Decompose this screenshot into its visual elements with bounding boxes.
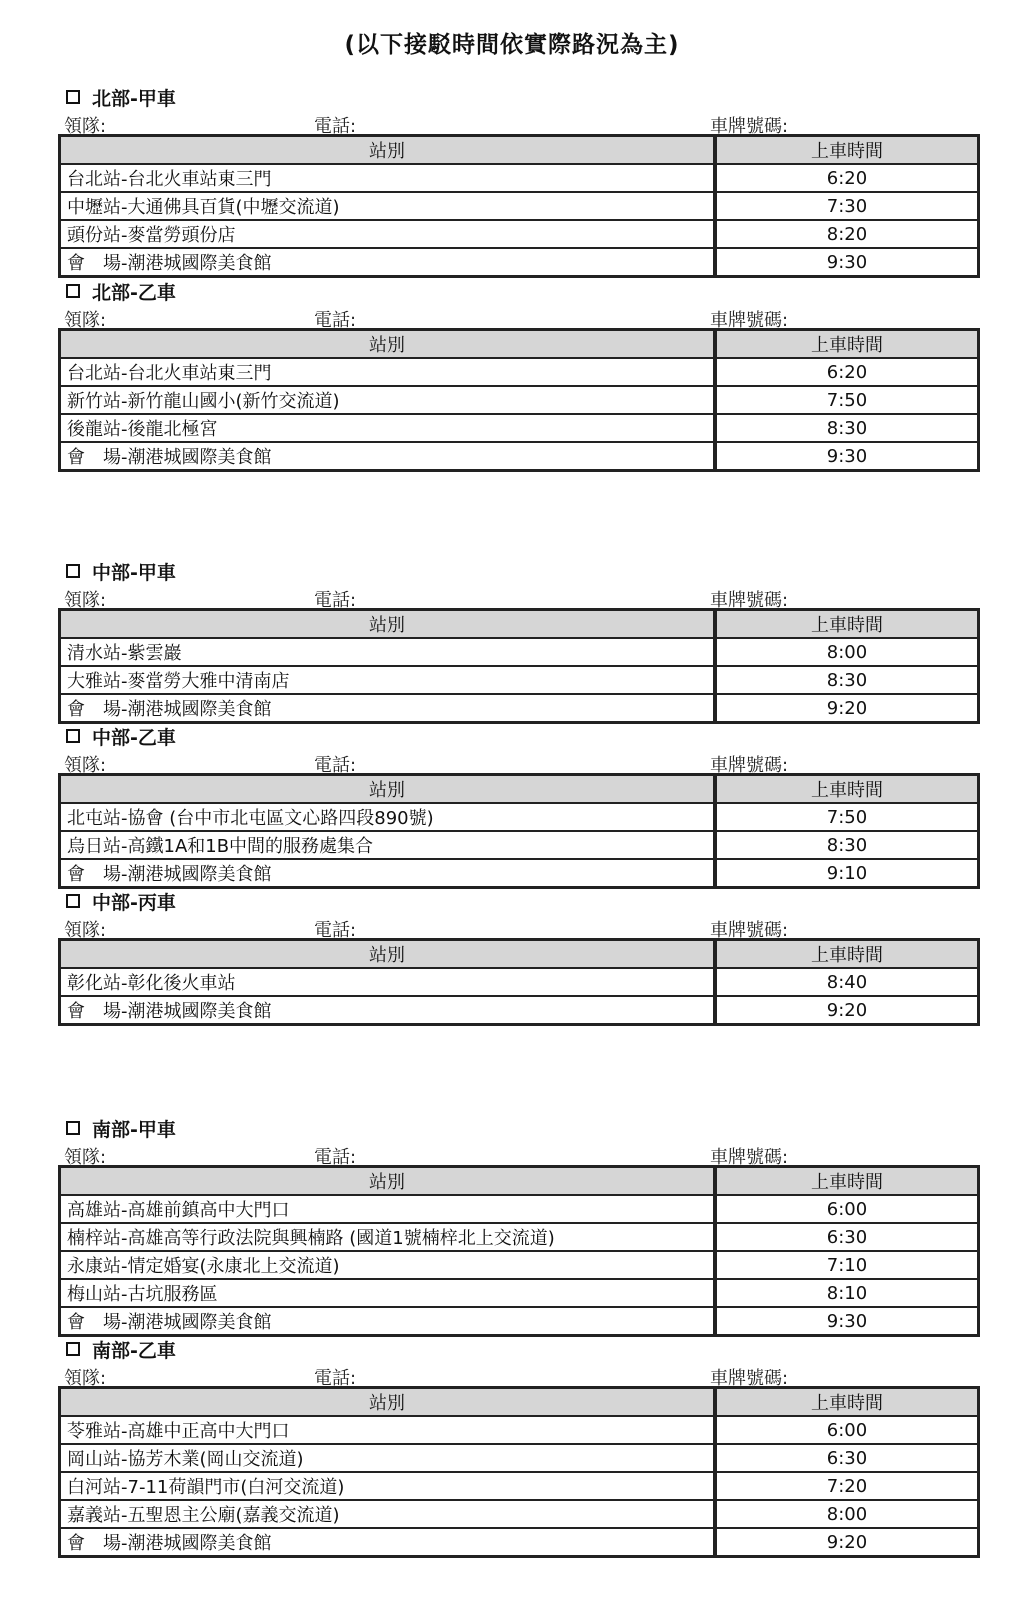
time-cell: 6:20 bbox=[713, 165, 977, 193]
group-header bbox=[58, 1336, 980, 1362]
time-cell: 6:30 bbox=[713, 1445, 977, 1473]
schedule-table bbox=[58, 134, 980, 278]
table-row bbox=[61, 969, 977, 997]
info-row bbox=[58, 1362, 980, 1389]
checkbox-icon[interactable] bbox=[66, 284, 80, 298]
table-row bbox=[61, 359, 977, 387]
schedule-table bbox=[58, 773, 980, 889]
time-cell: 6:30 bbox=[713, 1224, 977, 1252]
time-cell: 7:10 bbox=[713, 1252, 977, 1280]
plate-label: 車牌號碼: bbox=[710, 1368, 789, 1389]
station-cell: 頭份站-麥當勞頭份店 bbox=[61, 221, 713, 249]
checkbox-icon[interactable] bbox=[66, 1342, 80, 1356]
phone-label: 電話: bbox=[314, 590, 357, 611]
table-row bbox=[61, 1529, 977, 1555]
time-cell: 7:50 bbox=[713, 804, 977, 832]
info-row bbox=[58, 914, 980, 941]
time-column-header: 上車時間 bbox=[713, 137, 977, 165]
info-row bbox=[58, 1141, 980, 1168]
info-row bbox=[58, 110, 980, 137]
table-row bbox=[61, 1501, 977, 1529]
time-cell: 6:00 bbox=[713, 1417, 977, 1445]
info-row bbox=[58, 749, 980, 776]
schedule-table bbox=[58, 1165, 980, 1337]
phone-label: 電話: bbox=[314, 920, 357, 941]
plate-label: 車牌號碼: bbox=[710, 310, 789, 331]
group-header bbox=[58, 723, 980, 749]
table-row bbox=[61, 997, 977, 1023]
group-title: 南部-乙車 bbox=[92, 1339, 176, 1362]
shuttle-group-central-a bbox=[58, 558, 980, 724]
station-cell: 後龍站-後龍北極宮 bbox=[61, 415, 713, 443]
time-cell: 7:50 bbox=[713, 387, 977, 415]
phone-label: 電話: bbox=[314, 116, 357, 137]
table-row bbox=[61, 249, 977, 275]
time-column-header: 上車時間 bbox=[713, 1168, 977, 1196]
schedule-table bbox=[58, 328, 980, 472]
plate-label: 車牌號碼: bbox=[710, 590, 789, 611]
time-cell: 9:10 bbox=[713, 860, 977, 886]
station-cell: 北屯站-協會 (台中市北屯區文心路四段890號) bbox=[61, 804, 713, 832]
table-row bbox=[61, 1445, 977, 1473]
schedule-notice: (以下接駁時間依實際路況為主) bbox=[344, 32, 680, 58]
time-cell: 8:40 bbox=[713, 969, 977, 997]
shuttle-group-central-c bbox=[58, 888, 980, 1026]
time-column-header: 上車時間 bbox=[713, 1389, 977, 1417]
plate-label: 車牌號碼: bbox=[710, 755, 789, 776]
schedule-table bbox=[58, 608, 980, 724]
time-cell: 9:20 bbox=[713, 695, 977, 721]
table-row bbox=[61, 443, 977, 469]
group-title: 中部-甲車 bbox=[92, 561, 176, 584]
station-cell: 高雄站-高雄前鎮高中大門口 bbox=[61, 1196, 713, 1224]
station-column-header: 站別 bbox=[61, 331, 713, 359]
table-row bbox=[61, 1196, 977, 1224]
group-title: 南部-甲車 bbox=[92, 1118, 176, 1141]
checkbox-icon[interactable] bbox=[66, 1121, 80, 1135]
shuttle-group-south-b bbox=[58, 1336, 980, 1558]
leader-label: 領隊: bbox=[64, 590, 107, 611]
time-cell: 8:30 bbox=[713, 667, 977, 695]
time-cell: 9:30 bbox=[713, 443, 977, 469]
station-cell: 會 場-潮港城國際美食館 bbox=[67, 699, 272, 720]
table-header-row bbox=[61, 941, 977, 969]
time-cell: 8:30 bbox=[713, 832, 977, 860]
time-column-header: 上車時間 bbox=[713, 611, 977, 639]
station-cell: 台北站-台北火車站東三門 bbox=[61, 165, 713, 193]
station-cell: 彰化站-彰化後火車站 bbox=[61, 969, 713, 997]
plate-label: 車牌號碼: bbox=[710, 1147, 789, 1168]
shuttle-group-north-b bbox=[58, 278, 980, 472]
station-cell: 會 場-潮港城國際美食館 bbox=[67, 1312, 272, 1333]
station-cell: 岡山站-協芳木業(岡山交流道) bbox=[61, 1445, 713, 1473]
table-row bbox=[61, 1308, 977, 1334]
group-title: 中部-乙車 bbox=[92, 726, 176, 749]
table-row bbox=[61, 695, 977, 721]
time-cell: 8:20 bbox=[713, 221, 977, 249]
table-header-row bbox=[61, 1389, 977, 1417]
station-cell: 苓雅站-高雄中正高中大門口 bbox=[61, 1417, 713, 1445]
time-cell: 7:30 bbox=[713, 193, 977, 221]
shuttle-group-south-a bbox=[58, 1115, 980, 1337]
station-cell: 大雅站-麥當勞大雅中清南店 bbox=[61, 667, 713, 695]
phone-label: 電話: bbox=[314, 755, 357, 776]
table-header-row bbox=[61, 776, 977, 804]
table-row bbox=[61, 193, 977, 221]
group-header bbox=[58, 84, 980, 110]
station-cell: 會 場-潮港城國際美食館 bbox=[67, 1533, 272, 1554]
station-cell: 中壢站-大通佛具百貨(中壢交流道) bbox=[61, 193, 713, 221]
group-header bbox=[58, 278, 980, 304]
station-column-header: 站別 bbox=[61, 1168, 713, 1196]
station-cell: 會 場-潮港城國際美食館 bbox=[67, 253, 272, 274]
table-row bbox=[61, 1252, 977, 1280]
info-row bbox=[58, 304, 980, 331]
station-cell: 新竹站-新竹龍山國小(新竹交流道) bbox=[61, 387, 713, 415]
station-column-header: 站別 bbox=[61, 776, 713, 804]
group-header bbox=[58, 558, 980, 584]
table-row bbox=[61, 1280, 977, 1308]
station-cell: 梅山站-古坑服務區 bbox=[61, 1280, 713, 1308]
time-cell: 8:00 bbox=[713, 1501, 977, 1529]
leader-label: 領隊: bbox=[64, 1368, 107, 1389]
phone-label: 電話: bbox=[314, 1147, 357, 1168]
station-column-header: 站別 bbox=[61, 611, 713, 639]
station-cell: 清水站-紫雲巖 bbox=[61, 639, 713, 667]
phone-label: 電話: bbox=[314, 310, 357, 331]
checkbox-icon[interactable] bbox=[66, 894, 80, 908]
time-cell: 8:00 bbox=[713, 639, 977, 667]
table-row bbox=[61, 415, 977, 443]
time-cell: 9:30 bbox=[713, 249, 977, 275]
table-row bbox=[61, 221, 977, 249]
table-header-row bbox=[61, 331, 977, 359]
station-cell: 楠梓站-高雄高等行政法院與興楠路 (國道1號楠梓北上交流道) bbox=[61, 1224, 713, 1252]
table-row bbox=[61, 165, 977, 193]
shuttle-group-central-b bbox=[58, 723, 980, 889]
leader-label: 領隊: bbox=[64, 755, 107, 776]
time-cell: 9:20 bbox=[713, 997, 977, 1023]
leader-label: 領隊: bbox=[64, 1147, 107, 1168]
info-row bbox=[58, 584, 980, 611]
phone-label: 電話: bbox=[314, 1368, 357, 1389]
time-column-header: 上車時間 bbox=[713, 331, 977, 359]
table-row bbox=[61, 1224, 977, 1252]
station-column-header: 站別 bbox=[61, 137, 713, 165]
table-row bbox=[61, 1417, 977, 1445]
table-row bbox=[61, 667, 977, 695]
shuttle-group-north-a bbox=[58, 84, 980, 278]
group-title: 北部-乙車 bbox=[92, 281, 176, 304]
time-cell: 9:30 bbox=[713, 1308, 977, 1334]
table-row bbox=[61, 804, 977, 832]
checkbox-icon[interactable] bbox=[66, 729, 80, 743]
group-header bbox=[58, 1115, 980, 1141]
time-cell: 7:20 bbox=[713, 1473, 977, 1501]
time-cell: 6:00 bbox=[713, 1196, 977, 1224]
table-header-row bbox=[61, 611, 977, 639]
group-title: 北部-甲車 bbox=[92, 87, 176, 110]
station-cell: 會 場-潮港城國際美食館 bbox=[67, 1001, 272, 1022]
time-cell: 8:30 bbox=[713, 415, 977, 443]
checkbox-icon[interactable] bbox=[66, 90, 80, 104]
checkbox-icon[interactable] bbox=[66, 564, 80, 578]
station-column-header: 站別 bbox=[61, 1389, 713, 1417]
schedule-table bbox=[58, 1386, 980, 1558]
station-cell: 永康站-情定婚宴(永康北上交流道) bbox=[61, 1252, 713, 1280]
leader-label: 領隊: bbox=[64, 920, 107, 941]
plate-label: 車牌號碼: bbox=[710, 920, 789, 941]
plate-label: 車牌號碼: bbox=[710, 116, 789, 137]
group-title: 中部-丙車 bbox=[92, 891, 176, 914]
table-header-row bbox=[61, 1168, 977, 1196]
time-cell: 8:10 bbox=[713, 1280, 977, 1308]
table-row bbox=[61, 860, 977, 886]
time-column-header: 上車時間 bbox=[713, 776, 977, 804]
station-cell: 白河站-7-11荷韻門市(白河交流道) bbox=[61, 1473, 713, 1501]
group-header bbox=[58, 888, 980, 914]
table-row bbox=[61, 387, 977, 415]
table-row bbox=[61, 639, 977, 667]
station-cell: 烏日站-高鐵1A和1B中間的服務處集合 bbox=[61, 832, 713, 860]
time-cell: 9:20 bbox=[713, 1529, 977, 1555]
leader-label: 領隊: bbox=[64, 310, 107, 331]
table-row bbox=[61, 832, 977, 860]
time-column-header: 上車時間 bbox=[713, 941, 977, 969]
station-cell: 台北站-台北火車站東三門 bbox=[61, 359, 713, 387]
table-row bbox=[61, 1473, 977, 1501]
table-header-row bbox=[61, 137, 977, 165]
time-cell: 6:20 bbox=[713, 359, 977, 387]
station-cell: 會 場-潮港城國際美食館 bbox=[67, 864, 272, 885]
leader-label: 領隊: bbox=[64, 116, 107, 137]
station-cell: 嘉義站-五聖恩主公廟(嘉義交流道) bbox=[61, 1501, 713, 1529]
schedule-table bbox=[58, 938, 980, 1026]
station-cell: 會 場-潮港城國際美食館 bbox=[67, 447, 272, 468]
station-column-header: 站別 bbox=[61, 941, 713, 969]
